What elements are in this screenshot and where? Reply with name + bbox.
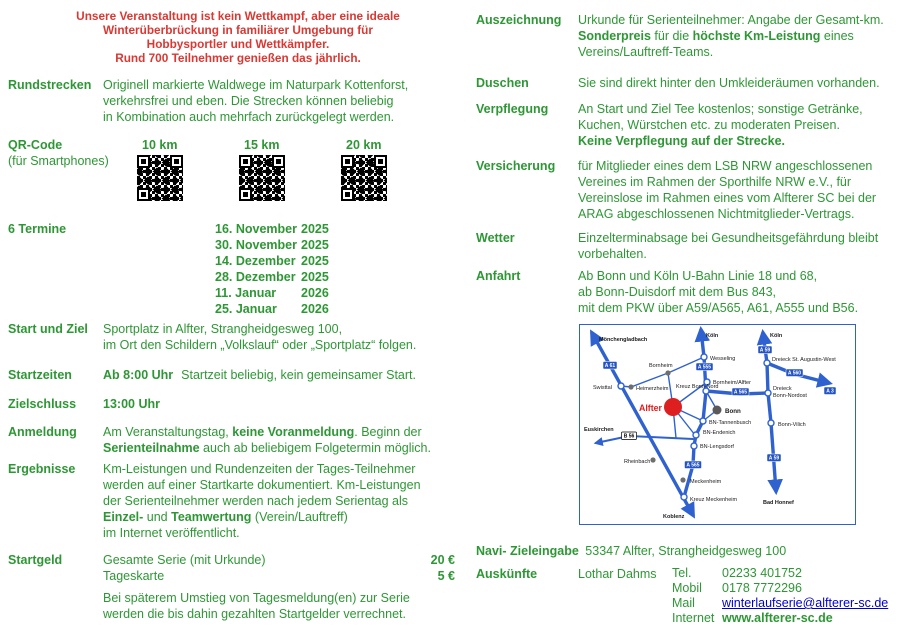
phone-number: 02233 401752 [722, 566, 802, 580]
row-navi-zieleingabe [476, 543, 900, 559]
price-row: Gesamte Serie (mit Urkunde) 20 € [103, 553, 455, 567]
dot-meckenheim [680, 477, 685, 482]
area-map [579, 324, 856, 525]
text-line: Km-Leistungen und Rundenzeiten der Tages-Teilnehmer [103, 462, 416, 476]
date-line: 16. November 2025 [215, 222, 329, 236]
junction-bn-tannenbusch [700, 418, 706, 424]
badge-b56 [622, 432, 637, 440]
text-line: Urkunde für Serienteilnehmer: Angabe der Gesamt-km. [578, 13, 884, 27]
junction-bonn-vilich [768, 420, 774, 426]
text-line: Kuchen, Würstchen etc. zu moderaten Preisen. [578, 118, 840, 132]
row-verpflegung [476, 101, 900, 149]
row-zielschluss [8, 396, 462, 412]
navi-label: Navi- Zieleingabe [476, 544, 579, 558]
intro-text [22, 9, 454, 65]
map-label-bn-lengsdorf: BN-Lengsdorf [700, 444, 734, 450]
qr-distance-label: 20 km [346, 138, 382, 152]
row-startgeld [8, 552, 462, 622]
duschen-label: Duschen [476, 76, 529, 90]
row-wetter [476, 230, 900, 262]
text-line: ARAG abgeschlossenen Nichtmitglieder-Vertrags. [578, 207, 855, 221]
qr-strip [134, 137, 390, 201]
start-ziel-label: Start und Ziel [8, 322, 88, 336]
zielschluss-label: Zielschluss [8, 397, 77, 411]
map-label-koeln-a555: Köln [706, 333, 719, 339]
date-line: 28. Dezember 2025 [215, 270, 329, 284]
contact-name: Lothar Dahms [578, 567, 657, 581]
right-column [476, 0, 900, 626]
badge-a3 [824, 387, 836, 395]
anfahrt-text [578, 268, 858, 316]
map-label-bornheim-alfter: Bornheim/Alfter [713, 380, 751, 386]
text-line: werden auf einer Startkarte dokumentiert. Km-Leistungen [103, 478, 421, 492]
junction-kreuz-meckenheim [681, 494, 687, 500]
row-start-und-ziel [8, 321, 462, 353]
startzeiten-text: Ab 8:00 Uhr Startzeit beliebig, kein gemeinsamer Start. [103, 368, 416, 382]
auszeichnung-text [578, 12, 884, 60]
map-label-koblenz: Koblenz [663, 514, 685, 520]
map-label-swisttal: Swisttal [593, 385, 612, 391]
text-line: Vereinslose im Rahmen eines vom Alfterer SC bei der [578, 191, 877, 205]
svg-text:A 3: A 3 [826, 388, 834, 395]
ergebnisse-text [103, 461, 421, 541]
zielschluss-text: 13:00 Uhr [103, 397, 160, 411]
text-line: im Ort den Schildern „Volkslauf“ oder „Sportplatz“ folgen. [103, 338, 417, 352]
marker-alfter [664, 398, 682, 416]
svg-text:B 56: B 56 [623, 433, 635, 440]
qr-title: QR-Code [8, 138, 63, 152]
row-versicherung [476, 158, 900, 222]
qr-code-20km [341, 155, 387, 201]
badge-a555 [696, 363, 713, 371]
date-line: 14. Dezember 2025 [215, 254, 329, 268]
date-line: 25. Januar 2026 [215, 302, 329, 316]
row-auskuenfte [476, 566, 900, 626]
map-label-heimerzheim: Heimerzheim [636, 386, 669, 392]
svg-text:A 555: A 555 [697, 364, 712, 371]
row-duschen [476, 75, 900, 91]
map-label-bonn: Bonn [725, 408, 741, 415]
rundstrecken-text [103, 77, 408, 125]
map-label-wesseling: Wesseling [710, 356, 736, 362]
text-line: An Start und Ziel Tee kostenlos; sonstige Getränke, [578, 102, 863, 116]
row-termine [8, 221, 462, 317]
navi-value: 53347 Alfter, Strangheidgesweg 100 [585, 544, 787, 558]
map-label-rheinbach: Rheinbach [624, 459, 651, 465]
badge-a59-sued [767, 454, 781, 462]
termine-label: 6 Termine [8, 222, 67, 236]
row-anfahrt [476, 268, 900, 316]
svg-text:A 565: A 565 [733, 389, 748, 396]
text-line: Vereins/Lauftreff-Teams. [578, 45, 714, 59]
text-line: Originell markierte Waldwege im Naturpark Kottenforst, [103, 78, 409, 92]
text-line: der Serienteilnehmer werden nach jedem Serientag als [103, 494, 409, 508]
startgeld-label: Startgeld [8, 553, 63, 567]
badge-a61 [603, 362, 617, 370]
qr-code-10km [137, 155, 183, 201]
text-line: Keine Verpflegung auf der Strecke. [578, 134, 786, 148]
intro-line: Hobbysportler und Wettkämpfer. [146, 37, 330, 51]
auszeichnung-label: Auszeichnung [476, 13, 562, 27]
badge-a59-nord [758, 346, 772, 354]
text-line: vorbehalten. [578, 247, 647, 261]
junction-bn-lengsdorf [691, 443, 697, 449]
junction-dreieck-bonn-nordost [765, 390, 771, 396]
left-column [8, 0, 462, 622]
dot-bonn [713, 406, 722, 415]
text-line: Bei späterem Umstieg von Tagesmeldung(en) zur Serie [103, 591, 410, 605]
anfahrt-label: Anfahrt [476, 269, 521, 283]
dot-heimerzheim [628, 384, 633, 389]
text-line: Sportplatz in Alfter, Strangheidgesweg 100, [103, 322, 343, 336]
badge-a565-ost [732, 388, 749, 396]
text-line: verkehrsfrei und eben. Die Strecken können beliebig [103, 94, 394, 108]
website-url: www.alfterer-sc.de [722, 611, 833, 625]
text-line: Am Veranstaltungstag, keine Voranmeldung. Beginn der [103, 425, 422, 439]
row-ergebnisse [8, 461, 462, 541]
dot-rheinbach [650, 457, 655, 462]
rundstrecken-label: Rundstrecken [8, 78, 92, 92]
junction-swisttal [618, 383, 624, 389]
map-label-dreieck-bonn-nordost-1: Dreieck [773, 386, 792, 392]
text-line: Sonderpreis für die höchste Km-Leistung eines [578, 29, 854, 43]
qr-code-15km [239, 155, 285, 201]
auskuenfte-label: Auskünfte [476, 567, 538, 581]
svg-text:A 61: A 61 [604, 363, 616, 370]
qr-code-label [8, 137, 109, 169]
qr-subtitle: (für Smartphones) [8, 154, 109, 168]
text-line: mit dem PKW über A59/A565, A61, A555 und B56. [578, 301, 859, 315]
anmeldung-text [103, 424, 431, 456]
contact-row-mobil: Mobil 0178 7772296 [672, 581, 802, 595]
junction-wesseling [701, 354, 707, 360]
text-line: ab Bonn-Duisdorf mit dem Bus 843, [578, 285, 777, 299]
startgeld-text [103, 552, 455, 622]
map-label-kreuz-bonn-nord: Kreuz Bonn-Nord [676, 384, 719, 390]
wetter-text [578, 230, 878, 262]
badge-a565-sued [685, 461, 702, 469]
svg-text:A 59: A 59 [768, 455, 780, 462]
contact-list [672, 566, 888, 626]
map-label-koeln-a59: Köln [770, 333, 783, 339]
startgeld-note [103, 590, 455, 622]
navi-text [476, 543, 786, 559]
map-label-bad-honnef: Bad Honnef [763, 500, 794, 506]
verpflegung-label: Verpflegung [476, 102, 549, 116]
row-startzeiten [8, 367, 462, 383]
text-line: im Internet veröffentlicht. [103, 526, 240, 540]
qr-column-10km [134, 137, 186, 201]
contact-row-mail: Mail winterlaufserie@alfterer-sc.de [672, 596, 889, 610]
svg-text:A 565: A 565 [686, 462, 700, 469]
svg-text:A 560: A 560 [787, 370, 802, 377]
wetter-label: Wetter [476, 231, 515, 245]
row-rundstrecken [8, 77, 462, 125]
versicherung-text [578, 158, 876, 222]
badge-a560 [786, 369, 803, 377]
dot-bornheim [665, 370, 670, 375]
text-line: Ab Bonn und Köln U-Bahn Linie 18 und 68, [578, 269, 818, 283]
map-label-moenchengladbach: Mönchengladbach [599, 337, 648, 343]
map-label-bn-endenich: BN-Endenich [703, 430, 736, 436]
contact-row-tel: Tel. 02233 401752 [672, 566, 802, 580]
date-line: 11. Januar 2026 [215, 286, 329, 300]
qr-column-15km [236, 137, 288, 201]
text-line: Einzelterminabsage bei Gesundheitsgefährdung bleibt [578, 231, 879, 245]
qr-column-20km [338, 137, 390, 201]
map-label-bornheim: Bornheim [649, 363, 673, 369]
junction-bn-endenich [693, 432, 699, 438]
ergebnisse-label: Ergebnisse [8, 462, 76, 476]
map-label-euskirchen: Euskirchen [584, 427, 614, 433]
contact-row-internet: Internet www.alfterer-sc.de [672, 611, 833, 625]
qr-distance-label: 15 km [244, 138, 280, 152]
startzeiten-label: Startzeiten [8, 368, 72, 382]
termine-dates [215, 221, 329, 317]
row-auszeichnung [476, 12, 900, 60]
map-image [579, 324, 856, 525]
intro-line: Rund 700 Teilnehmer genießen das jährlich. [115, 51, 361, 65]
anmeldung-label: Anmeldung [8, 425, 77, 439]
text-line: Serienteilnahme auch ab beliebigem Folgetermin möglich. [103, 441, 431, 455]
map-label-kreuz-meckenheim: Kreuz Meckenheim [690, 497, 738, 503]
text-line: Einzel- und Teamwertung (Verein/Lauftreff) [103, 510, 348, 524]
duschen-text: Sie sind direkt hinter den Umkleideräumen vorhanden. [578, 76, 880, 90]
map-label-dreieck-st-augustin: Dreieck St. Augustin-West [772, 357, 836, 363]
verpflegung-text [578, 101, 863, 149]
text-line: Vereines im Rahmen der Sporthilfe NRW e.V., für [578, 175, 852, 189]
text-line: für Mitglieder eines dem LSB NRW angeschlossenen [578, 159, 873, 173]
price-row: Tageskarte 5 € [103, 569, 455, 583]
text-line: werden die bis dahin gezahlten Startgelder verrechnet. [103, 607, 406, 621]
map-label-alfter: Alfter [639, 403, 662, 413]
mobile-number: 0178 7772296 [722, 581, 802, 595]
email-link[interactable]: winterlaufserie@alfterer-sc.de [722, 596, 889, 610]
map-label-meckenheim: Meckenheim [690, 479, 722, 485]
map-label-dreieck-bonn-nordost-2: Bonn-Nordost [773, 393, 807, 399]
row-anmeldung [8, 424, 462, 456]
intro-line: Unsere Veranstaltung ist kein Wettkampf, aber eine ideale [76, 9, 400, 23]
intro-line: Winterüberbrückung in familiärer Umgebung für [103, 23, 373, 37]
start-ziel-text [103, 321, 416, 353]
svg-text:A 59: A 59 [759, 347, 771, 354]
junction-dreieck-st-augustin [764, 360, 770, 366]
versicherung-label: Versicherung [476, 159, 556, 173]
qr-distance-label: 10 km [142, 138, 178, 152]
text-line: in Kombination auch mehrfach zurückgelegt werden. [103, 110, 395, 124]
map-label-bn-tannenbusch: BN-Tannenbusch [709, 420, 752, 426]
row-qr-code [8, 137, 462, 201]
map-label-bonn-vilich: Bonn-Vilich [778, 422, 806, 428]
date-line: 30. November 2025 [215, 238, 329, 252]
